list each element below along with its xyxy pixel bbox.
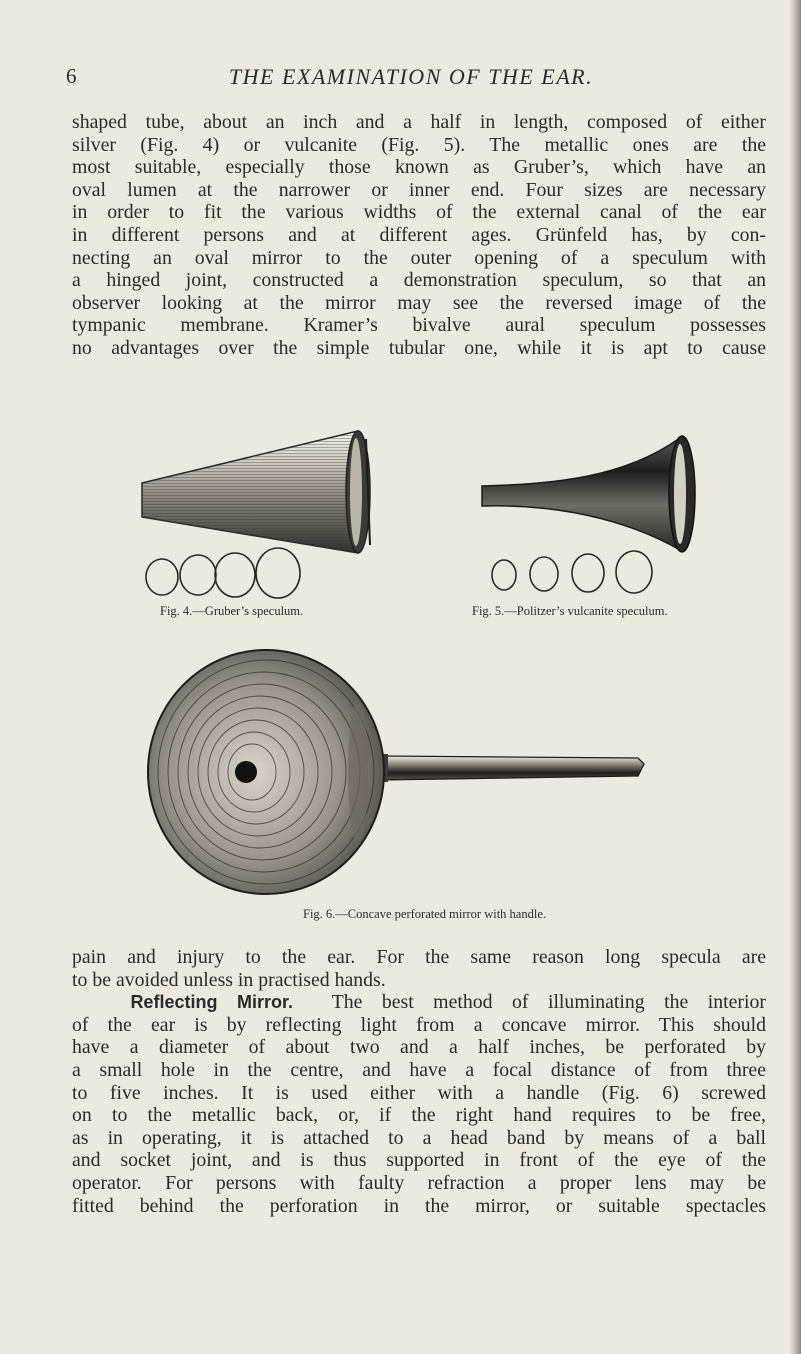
fig6-concave-mirror-illustration: [138, 648, 668, 903]
fig5-caption: Fig. 5.—Politzer’s vulcanite speculum.: [472, 604, 668, 618]
text-line: tympanic membrane. Kramer’s bivalve aural speculum possesses: [72, 314, 766, 337]
text-line: shaped tube, about an inch and a half in length, composed of either: [72, 111, 766, 133]
text-line: in different persons and at different ages. Grünfeld has, by con-: [72, 223, 766, 246]
text-line: on to the metallic back, or, if the right hand requires to be free,: [72, 1104, 766, 1127]
text-line: as in operating, it is attached to a head band by means of a ball: [72, 1126, 766, 1149]
page-header: [66, 64, 756, 94]
fig4-gruber-speculum-illustration: [140, 425, 390, 600]
text-line: [72, 991, 766, 1014]
text-line: of the ear is by reflecting light from a concave mirror. This should: [72, 1013, 766, 1036]
text-line: oval lumen at the narrower or inner end. Four sizes are necessary: [72, 178, 766, 201]
page-edge: [789, 0, 801, 1354]
text-line: a hinged joint, constructed a demonstration speculum, so that an: [72, 269, 766, 292]
text-line: necting an oval mirror to the outer opening of a speculum with: [72, 246, 766, 269]
text-line: pain and injury to the ear. For the same reason long specula are: [72, 946, 766, 968]
heading-line-text: The best method of illuminating the interior: [331, 991, 766, 1014]
text-line: observer looking at the mirror may see the reversed image of the: [72, 291, 766, 314]
top-paragraph: [72, 111, 766, 360]
text-line: and socket joint, and is thus supported in front of the eye of the: [72, 1149, 766, 1172]
fig6-caption: Fig. 6.—Concave perforated mirror with handle.: [303, 907, 546, 921]
run-in-heading: Reflecting Mirror.: [130, 992, 293, 1013]
text-line: silver (Fig. 4) or vulcanite (Fig. 5). The metallic ones are the: [72, 133, 766, 156]
text-line: fitted behind the perforation in the mirror, or suitable spectacles: [72, 1194, 766, 1217]
text-line: to five inches. It is used either with a handle (Fig. 6) screwed: [72, 1081, 766, 1104]
fig4-caption: Fig. 4.—Gruber’s speculum.: [160, 604, 304, 618]
text-line: most suitable, especially those known as Gruber’s, which have an: [72, 156, 766, 179]
running-title: THE EXAMINATION OF THE EAR.: [228, 64, 594, 89]
fig5-politzer-speculum-illustration: [474, 432, 734, 602]
text-line: operator. For persons with faulty refraction a proper lens may be: [72, 1171, 766, 1194]
bottom-paragraph: [72, 946, 766, 1217]
text-line: have a diameter of about two and a half inches, be perforated by: [72, 1036, 766, 1059]
text-line: to be avoided unless in practised hands.: [72, 968, 386, 991]
text-line: in order to fit the various widths of the external canal of the ear: [72, 201, 766, 224]
text-line: no advantages over the simple tubular one, while it is apt to cause: [72, 336, 766, 359]
page-number: 6: [66, 64, 77, 88]
text-line: a small hole in the centre, and have a focal distance of from three: [72, 1058, 766, 1081]
